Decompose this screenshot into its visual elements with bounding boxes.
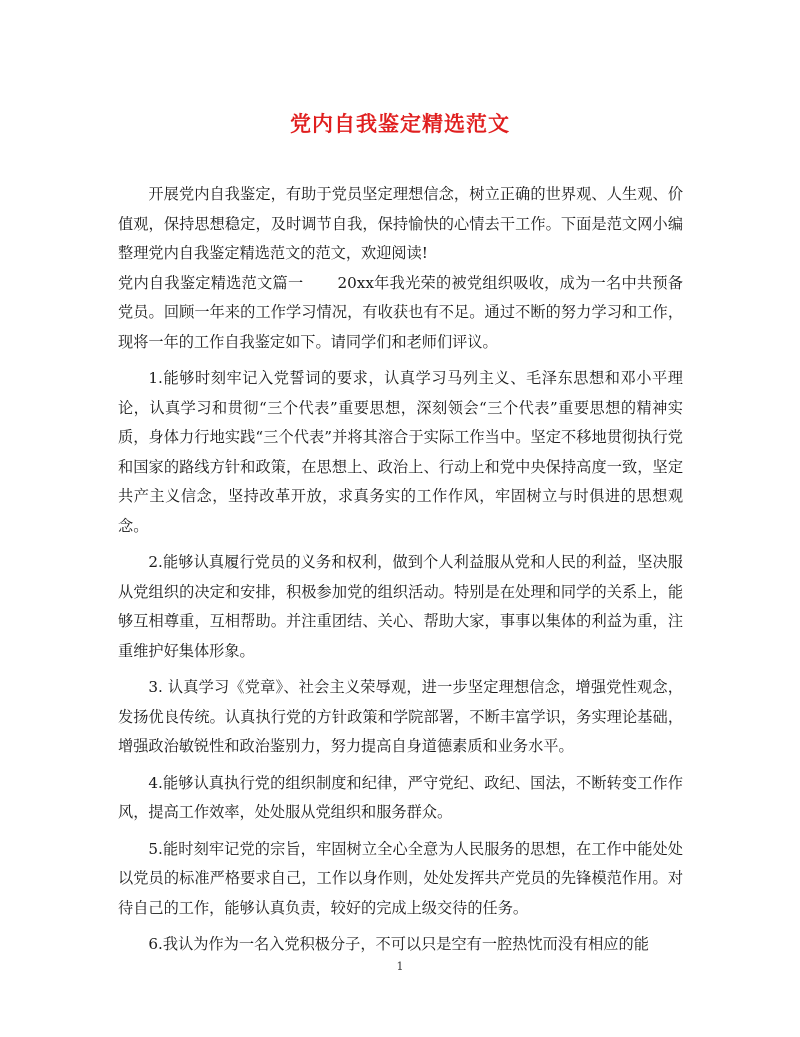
list-item: 6.我认为作为一名入党积极分子，不可以只是空有一腔热忱而没有相应的能 (148, 935, 649, 953)
list-item: 1.能够时刻牢记入党誓词的要求，认真学习马列主义、毛泽东思想和邓小平理论，认真学习和贯彻“三个代表”重要思想，深刻领会“三个代表”重要思想的精神实质，身体力行地实践“三个代表”并将其溶合于实际工作当中。坚定不移地贯彻执行党和国家的路线方针和政策，在思想上、政治上、行动上和党中央保持高度一致，坚定共产主义信念，坚持改革开放，求真务实的工作作风，牢固树立与时俱进的思想观念。 (118, 369, 683, 535)
section-label: 党内自我鉴定精选范文篇一 (118, 273, 304, 292)
page-number: 1 (396, 960, 404, 973)
document-title: 党内自我鉴定精选范文 (290, 111, 510, 136)
section-paragraph (118, 269, 683, 358)
document-body (118, 180, 683, 967)
section-text: 20xx年我光荣的被党组织吸收，成为一名中共预备党员。回顾一年来的工作学习情况，有收获也有不足。通过不断的努力学习和工作，现将一年的工作自我鉴定如下。请同学们和老师们评议。 (118, 273, 683, 351)
list-item: 3. 认真学习《党章》、社会主义荣辱观，进一步坚定理想信念，增强党性观念，发扬优良传统。认真执行党的方针政策和学院部署，不断丰富学识，务实理论基础，增强政治敏锐性和政治鉴别力，努力提高自身道德素质和业务水平。 (118, 678, 683, 755)
list-item: 2.能够认真履行党员的义务和权利，做到个人利益服从党和人民的利益，坚决服从党组织的决定和安排，积极参加党的组织活动。特别是在处理和同学的关系上，能够互相尊重，互相帮助。并注重团结、关心、帮助大家，事事以集体的利益为重，注重维护好集体形象。 (118, 553, 683, 660)
list-item: 5.能时刻牢记党的宗旨，牢固树立全心全意为人民服务的思想，在工作中能处处以党员的标准严格要求自己，工作以身作则，处处发挥共产党员的先锋模范作用。对待自己的工作，能够认真负责，较好的完成上级交待的任务。 (118, 839, 683, 917)
intro-paragraph: 开展党内自我鉴定，有助于党员坚定理想信念，树立正确的世界观、人生观、价值观，保持思想稳定，及时调节自我，保持愉快的心情去干工作。下面是范文网小编整理党内自我鉴定精选范文的范文，欢迎阅读! (118, 185, 683, 262)
list-item: 4.能够认真执行党的组织制度和纪律，严守党纪、政纪、国法，不断转变工作作风，提高工作效率，处处服从党组织和服务群众。 (118, 773, 683, 821)
